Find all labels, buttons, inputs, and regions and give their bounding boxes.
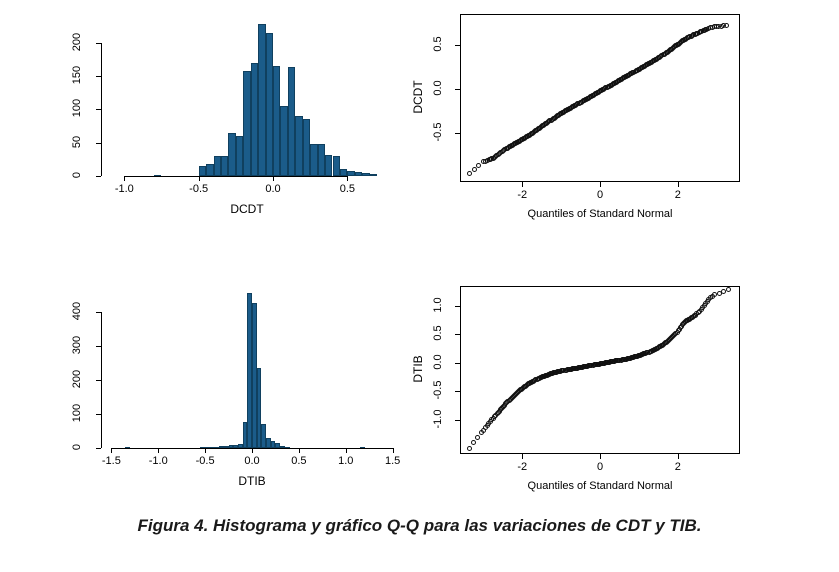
histogram-bar: [288, 67, 295, 176]
x-axis-tick: [393, 448, 394, 453]
histogram-bar: [206, 164, 213, 176]
x-axis-tick-label: 0.0: [244, 455, 260, 467]
x-axis-tick-label: -1.0: [114, 183, 134, 195]
y-axis-tick: [96, 414, 101, 415]
y-axis-tick: [96, 143, 101, 144]
x-axis-tick: [158, 448, 159, 453]
y-axis-line: [101, 312, 102, 448]
histogram-bar: [340, 169, 347, 176]
y-axis-tick-label: 0.0: [432, 354, 444, 370]
histogram-bar: [310, 144, 317, 176]
qqplot-dcdt-panel: [410, 6, 830, 226]
x-axis-tick: [522, 454, 523, 459]
y-axis-title: DTIB: [411, 355, 425, 383]
x-axis-tick-label: -2: [517, 189, 528, 201]
y-axis-tick: [96, 176, 101, 177]
histogram-bar: [362, 173, 369, 176]
y-axis-tick-label: 150: [71, 65, 83, 85]
data-point: [710, 294, 715, 299]
x-axis-tick: [346, 448, 347, 453]
y-axis-tick-label: 0.5: [432, 36, 444, 52]
x-axis-tick-label: 0.5: [339, 183, 356, 195]
histogram-bar: [280, 106, 287, 176]
x-axis-tick: [299, 448, 300, 453]
histogram-bar: [318, 144, 325, 176]
y-axis-tick: [96, 76, 101, 77]
histogram-bar: [266, 33, 273, 176]
x-axis-title: DCDT: [230, 202, 264, 216]
y-axis-tick: [455, 420, 460, 421]
histogram-bar: [199, 166, 206, 176]
y-axis-tick-label: 0: [71, 443, 83, 451]
histogram-bar: [221, 156, 228, 176]
qqplot-dtib-panel: [410, 278, 830, 498]
x-axis-tick: [273, 176, 274, 181]
y-axis-tick: [455, 334, 460, 335]
y-axis-tick-label: 100: [71, 403, 83, 423]
histogram-bar: [228, 133, 235, 176]
x-axis-tick-label: 0.5: [291, 455, 307, 467]
histogram-bar: [214, 156, 221, 176]
y-axis-tick: [455, 133, 460, 134]
y-axis-tick: [96, 346, 101, 347]
y-axis-tick-label: 0.5: [432, 325, 444, 342]
figure-caption: Figura 4. Histograma y gráfico Q-Q para las variaciones de CDT y TIB.: [137, 516, 702, 535]
x-axis-tick-label: 1.0: [338, 455, 354, 467]
x-axis-tick: [124, 176, 125, 181]
histogram-bar: [236, 136, 243, 176]
x-axis-tick-label: 0: [596, 189, 604, 201]
x-axis-tick: [678, 182, 679, 187]
y-axis-tick: [96, 109, 101, 110]
y-axis-line: [101, 43, 102, 176]
x-axis-tick: [111, 448, 112, 453]
x-axis-tick: [600, 182, 601, 187]
y-axis-tick: [455, 89, 460, 90]
x-axis-tick: [678, 454, 679, 459]
histogram-bar: [303, 119, 310, 176]
x-axis-tick-label: 2: [674, 189, 681, 201]
y-axis-tick: [455, 45, 460, 46]
x-axis-tick-label: 1.5: [384, 455, 401, 467]
y-axis-tick-label: 100: [71, 99, 83, 118]
y-axis-tick-label: 0: [71, 171, 83, 179]
x-axis-tick-label: 2: [674, 461, 681, 473]
y-axis-tick-label: 50: [71, 135, 83, 148]
histogram-bar: [370, 174, 377, 176]
y-axis-tick-label: 0.0: [432, 80, 444, 96]
y-axis-tick-label: 300: [71, 335, 83, 355]
x-axis-tick-label: -0.5: [189, 183, 209, 195]
plot-frame: [460, 14, 740, 182]
x-axis-title: DTIB: [238, 474, 266, 488]
y-axis-tick: [96, 380, 101, 381]
y-axis-tick-label: 200: [71, 369, 83, 389]
x-axis-tick-label: -1.5: [101, 455, 121, 467]
histogram-bar: [355, 172, 362, 176]
x-axis-title: Quantiles of Standard Normal: [527, 480, 673, 492]
y-axis-tick: [96, 43, 101, 44]
x-axis-tick: [252, 448, 253, 453]
histogram-bar: [325, 155, 332, 176]
x-axis-tick-label: -2: [517, 461, 528, 473]
histogram-dcdt-panel: [40, 6, 420, 226]
histogram-bar: [347, 171, 354, 176]
x-axis-tick: [522, 182, 523, 187]
y-axis-tick-label: -1.0: [432, 409, 444, 429]
histogram-bar: [251, 63, 258, 176]
x-axis-tick-label: 0.0: [265, 183, 281, 195]
y-axis-tick-label: -0.5: [432, 380, 444, 400]
y-axis-tick: [96, 448, 101, 449]
x-axis-tick: [199, 176, 200, 181]
histogram-bar: [333, 156, 340, 176]
x-axis-tick: [600, 454, 601, 459]
y-axis-tick-label: 1.0: [432, 297, 444, 313]
histogram-dtib-panel: [40, 278, 420, 498]
histogram-bar: [295, 116, 302, 176]
y-axis-title: DCDT: [411, 80, 425, 114]
y-axis-tick: [455, 363, 460, 364]
y-axis-tick-label: -0.5: [432, 122, 444, 142]
histogram-bar: [258, 24, 265, 176]
x-axis-tick-label: -1.0: [148, 455, 168, 467]
y-axis-tick: [455, 391, 460, 392]
histogram-bar: [243, 71, 250, 176]
data-point: [467, 171, 472, 176]
x-axis-line: [124, 176, 347, 177]
x-axis-tick-label: -0.5: [195, 455, 215, 467]
x-axis-tick-label: 0: [596, 461, 604, 473]
y-axis-tick: [96, 312, 101, 313]
x-axis-title: Quantiles of Standard Normal: [527, 208, 673, 220]
data-point: [472, 167, 477, 172]
x-axis-tick: [205, 448, 206, 453]
histogram-bar: [273, 66, 280, 176]
x-axis-tick: [347, 176, 348, 181]
y-axis-tick-label: 400: [71, 301, 83, 321]
y-axis-tick-label: 200: [71, 32, 83, 51]
y-axis-tick: [455, 306, 460, 307]
